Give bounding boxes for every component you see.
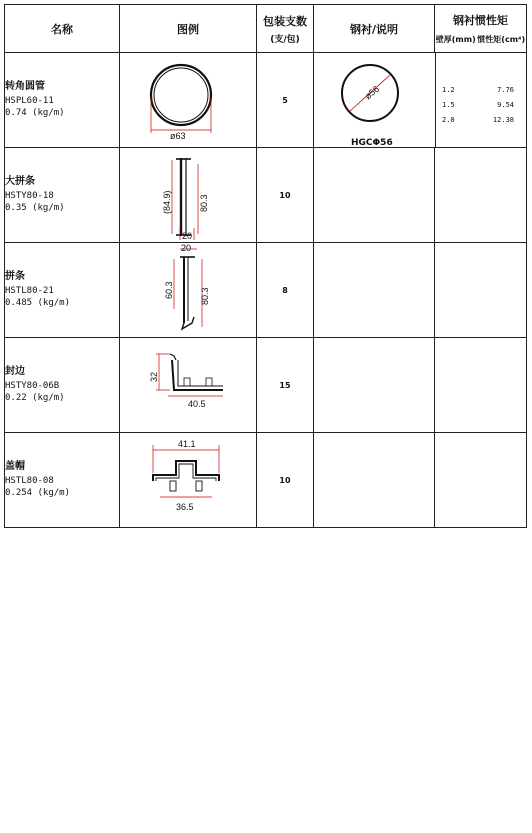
header-lining: 钢衬/说明: [314, 5, 435, 53]
pack-quantity: 10: [257, 148, 314, 243]
product-weight: 0.485 (kg/m): [5, 298, 71, 308]
product-name-cell: [5, 433, 120, 528]
dimension-label: ø63: [170, 131, 186, 141]
lining-cell: [314, 433, 435, 528]
lining-figure: [314, 53, 436, 147]
profile-figure: [120, 148, 257, 243]
dimension-label: 36.5: [176, 502, 194, 512]
product-weight: 0.35 (kg/m): [5, 203, 65, 213]
table-row: [5, 53, 527, 148]
dimension-label: 20: [181, 243, 192, 253]
product-name-cell: [5, 148, 120, 243]
dimension-label: 80.3: [200, 287, 210, 305]
profile-figure: [120, 243, 257, 338]
profile-figure: [120, 53, 257, 148]
pack-quantity: 5: [257, 53, 314, 148]
inertia-cell: [435, 338, 527, 433]
product-name-cell: [5, 243, 120, 338]
product-name-cell: [5, 53, 120, 148]
lining-cell: [314, 53, 527, 148]
lining-cell: [314, 243, 435, 338]
pack-quantity: 15: [257, 338, 314, 433]
lining-dimension: ø56: [362, 83, 382, 102]
pack-quantity: 10: [257, 433, 314, 528]
header-moment: 惯性矩(cm⁴): [477, 35, 526, 44]
dimension-label: 20: [182, 231, 193, 241]
header-pack: 包装支数 (支/包): [257, 5, 314, 53]
inertia-row: 1.2 7.76: [442, 86, 514, 94]
inertia-table: [436, 53, 526, 147]
dimension-label: 60.3: [164, 281, 174, 299]
table-row: [5, 338, 527, 433]
product-code: HSTY80-18: [5, 191, 54, 201]
header-figure: 图例: [120, 5, 257, 53]
header-inertia: 钢衬惯性矩 壁厚(mm) 惯性矩(cm⁴): [435, 5, 527, 53]
mullion-drawing: [120, 243, 257, 337]
cap-drawing: [120, 433, 257, 527]
round-tube-drawing: [120, 53, 257, 147]
product-name: 盖帽: [5, 461, 25, 472]
inertia-row: 1.5 9.54: [442, 101, 514, 109]
lining-cell: [314, 338, 435, 433]
product-code: HSTL80-21: [5, 286, 54, 296]
profile-figure: [120, 338, 257, 433]
lining-label: HGCΦ56: [351, 138, 393, 148]
header-name: 名称: [5, 5, 120, 53]
product-code: HSTL80-08: [5, 476, 54, 486]
dimension-label: 32: [149, 371, 159, 382]
product-weight: 0.254 (kg/m): [5, 488, 71, 498]
product-code: HSPL60-11: [5, 96, 54, 106]
product-weight: 0.22 (kg/m): [5, 393, 65, 403]
product-name: 封边: [5, 366, 25, 377]
edge-trim-drawing: [120, 338, 257, 432]
pack-quantity: 8: [257, 243, 314, 338]
inertia-cell: [435, 433, 527, 528]
dimension-label: 40.5: [188, 399, 206, 409]
lining-cell: [314, 148, 435, 243]
header-row: [5, 5, 527, 53]
product-name: 大拼条: [5, 176, 35, 187]
header-pack-unit: (支/包): [270, 34, 300, 45]
inertia-row: 2.0 12.38: [442, 116, 514, 124]
header-wall: 壁厚(mm): [435, 35, 476, 44]
dimension-label: 41.1: [178, 439, 196, 449]
inertia-cell: [435, 148, 527, 243]
product-name-cell: [5, 338, 120, 433]
large-mullion-drawing: [120, 148, 257, 242]
spec-table: [4, 4, 527, 528]
profile-figure: [120, 433, 257, 528]
table-row: [5, 243, 527, 338]
table-row: [5, 148, 527, 243]
product-name: 转角圆管: [5, 81, 45, 92]
dimension-label: 80.3: [199, 194, 209, 212]
table-row: [5, 433, 527, 528]
dimension-label: (84.9): [162, 190, 172, 214]
product-weight: 0.74 (kg/m): [5, 108, 65, 118]
inertia-cell: [435, 243, 527, 338]
product-code: HSTY80-06B: [5, 381, 60, 391]
steel-lining-drawing: [314, 53, 435, 147]
product-name: 拼条: [5, 271, 25, 282]
